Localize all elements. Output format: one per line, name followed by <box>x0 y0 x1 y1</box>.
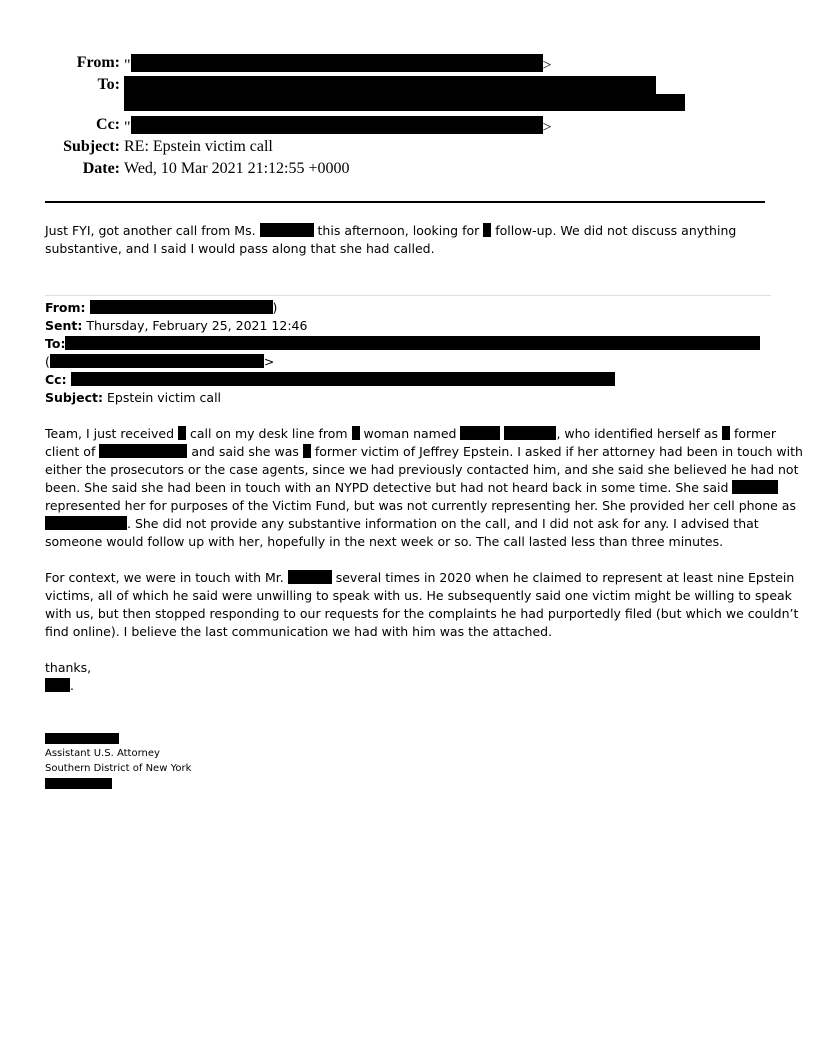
cc-label: Cc: <box>96 116 120 133</box>
message-line <box>45 425 776 443</box>
reply-line-2: substantive, and I said I would pass along that she had called. <box>45 241 435 256</box>
closing-text: thanks, <box>45 660 92 675</box>
message-text: and said she was <box>191 444 299 459</box>
reply-line-1 <box>45 222 736 240</box>
message-text: woman named <box>363 426 457 441</box>
message-line: represented her for purposes of the Victim Fund, but was not currently representing her. She provided her cell phone as <box>45 498 796 513</box>
message-text: been. She said she had been in touch with an NYPD detective but had not heard back in some time. She said <box>45 480 729 495</box>
redaction-bar <box>131 54 543 72</box>
closing-signoff <box>45 677 74 695</box>
message-line: find online). I believe the last communication we had with him was the attached. <box>45 624 553 639</box>
redaction-bar <box>90 300 273 314</box>
redaction-bar <box>732 480 778 494</box>
message-line: victims, all of which he said were unwilling to speak with us. He subsequently said one victim might be willing to speak <box>45 588 792 603</box>
redaction-bar <box>722 426 730 440</box>
message-text: former <box>734 426 776 441</box>
message-text: . She did not provide any substantive information on the call, and I did not ask for any. I advised that <box>127 516 759 531</box>
fwd-sent-row <box>45 317 307 335</box>
fwd-subject-value: Epstein victim call <box>106 390 222 405</box>
message-line <box>45 443 803 461</box>
redaction-bar <box>65 336 760 350</box>
redaction-bar <box>124 76 656 94</box>
message-text: call on my desk line from <box>190 426 348 441</box>
message-line <box>45 479 778 497</box>
fwd-cc-label: Cc: <box>45 372 67 387</box>
fwd-from-label: From: <box>45 300 86 315</box>
reply-text: this afternoon, looking for <box>317 223 480 238</box>
fwd-to-cont-row <box>45 353 274 371</box>
fwd-sent-value: Thursday, February 25, 2021 12:46 <box>86 318 308 333</box>
date-value: Wed, 10 Mar 2021 21:12:55 +0000 <box>124 160 350 177</box>
to-label: To: <box>97 76 120 93</box>
reply-text: Just FYI, got another call from Ms. <box>45 223 256 238</box>
message-line: either the prosecutors or the case agents, since we had previously contacted him, and she said she believed he had not <box>45 462 799 477</box>
cc-value <box>124 116 552 137</box>
cc-angle: > <box>542 119 552 136</box>
redaction-bar <box>303 444 311 458</box>
message-line: someone would follow up with her, hopefully in the next week or so. The call lasted less than three minutes. <box>45 534 724 549</box>
forward-divider <box>45 295 771 296</box>
fwd-cc-row <box>45 371 615 389</box>
signature-office: Southern District of New York <box>45 763 192 774</box>
redaction-bar <box>352 426 360 440</box>
from-value <box>124 54 552 75</box>
redaction-bar <box>131 116 543 134</box>
fwd-sent-label: Sent: <box>45 318 83 333</box>
date-label: Date: <box>82 160 120 177</box>
redaction-bar <box>260 223 314 237</box>
fwd-to-label: To: <box>45 336 66 351</box>
fwd-to-open: ( <box>45 354 50 369</box>
redaction-bar <box>504 426 556 440</box>
subject-value: RE: Epstein victim call <box>124 138 273 155</box>
cc-quote: " <box>124 119 131 136</box>
message-line: with us, but then stopped responding to our requests for the complaints he had purportedly filed (but which we couldn’t <box>45 606 799 621</box>
from-quote: " <box>124 57 131 74</box>
signature-title: Assistant U.S. Attorney <box>45 748 160 759</box>
fwd-subject-row <box>45 389 221 407</box>
message-line <box>45 515 759 533</box>
redaction-bar <box>45 733 119 744</box>
fwd-to-row <box>45 335 760 353</box>
message-text: Team, I just received <box>45 426 175 441</box>
message-text: former victim of Jeffrey Epstein. I asked if her attorney had been in touch with <box>314 444 803 459</box>
from-angle: > <box>542 57 552 74</box>
redaction-bar <box>178 426 186 440</box>
redaction-bar <box>483 223 491 237</box>
subject-label: Subject: <box>63 138 120 155</box>
message-text: client of <box>45 444 96 459</box>
fwd-from-close: ) <box>272 300 278 315</box>
redaction-bar <box>45 516 127 530</box>
closing-period: . <box>70 678 74 693</box>
redaction-bar <box>45 678 70 692</box>
message-text: several times in 2020 when he claimed to represent at least nine Epstein <box>335 570 795 585</box>
redaction-bar <box>71 372 615 386</box>
redaction-bar <box>460 426 500 440</box>
message-text: , who identified herself as <box>556 426 719 441</box>
fwd-from-row <box>45 299 277 317</box>
from-label: From: <box>76 54 120 71</box>
redaction-bar <box>45 778 112 789</box>
fwd-to-close: > <box>263 354 275 369</box>
redaction-bar <box>99 444 187 458</box>
fwd-subject-label: Subject: <box>45 390 103 405</box>
redaction-bar <box>288 570 332 584</box>
reply-text: follow-up. We did not discuss anything <box>495 223 737 238</box>
header-divider <box>45 201 765 203</box>
message-line <box>45 569 794 587</box>
message-text: For context, we were in touch with Mr. <box>45 570 284 585</box>
redaction-bar <box>50 354 264 368</box>
redaction-bar <box>124 94 685 111</box>
